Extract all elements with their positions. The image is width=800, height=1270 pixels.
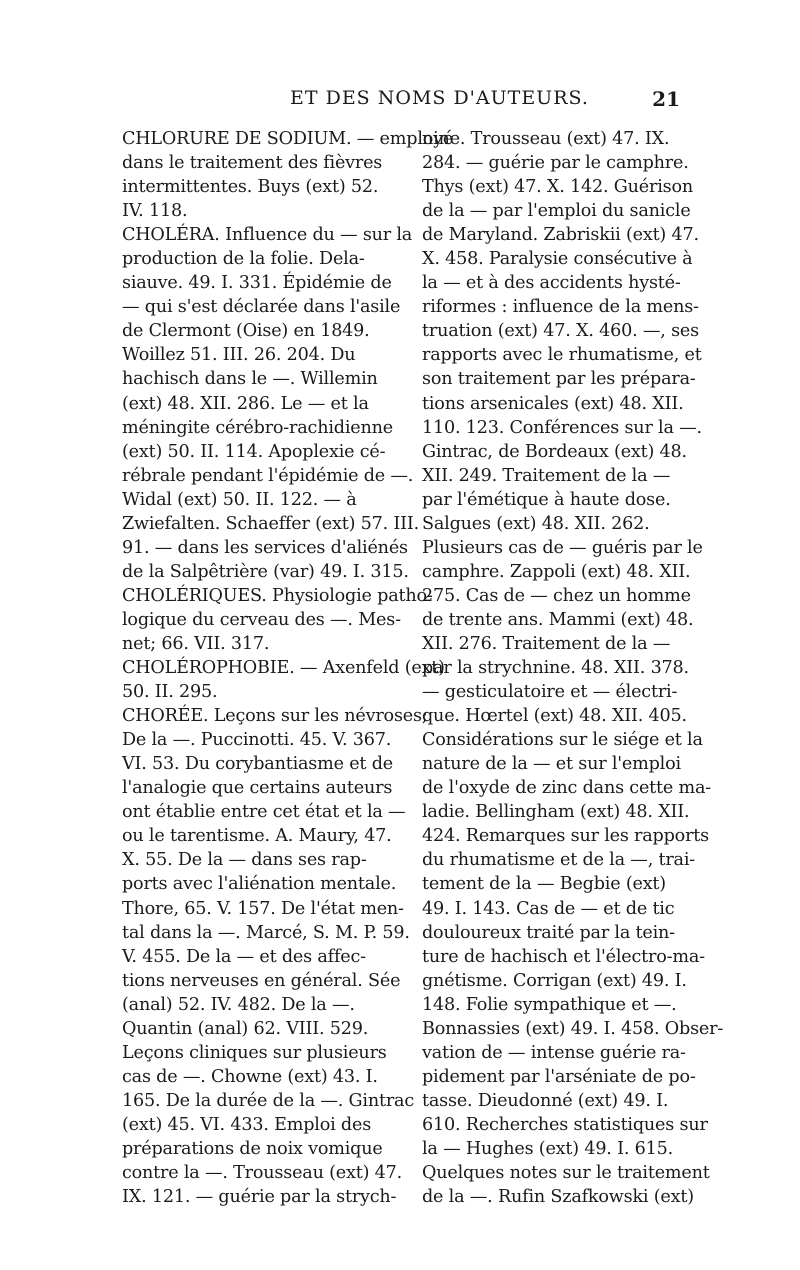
- text-line: CHOLÉRIQUES. Physiologie patho-: [122, 585, 433, 606]
- text-line: tement de la — Begbie (ext): [422, 874, 666, 895]
- text-line: 165. De la durée de la —. Gintrac: [122, 1090, 414, 1111]
- text-line: pidement par l'arséniate de po-: [422, 1066, 696, 1087]
- text-line: du rhumatisme et de la —, trai-: [422, 850, 696, 871]
- text-line: la — Hughes (ext) 49. I. 615.: [422, 1138, 674, 1159]
- text-line: de la — par l'emploi du sanicle: [422, 201, 691, 222]
- text-line: Quantin (anal) 62. VIII. 529.: [122, 1018, 369, 1039]
- text-line: que. Hœrtel (ext) 48. XII. 405.: [422, 706, 687, 727]
- text-line: par la strychnine. 48. XII. 378.: [422, 658, 689, 679]
- text-line: intermittentes. Buys (ext) 52.: [122, 177, 379, 198]
- text-line: IV. 118.: [122, 201, 188, 222]
- text-line: 110. 123. Conférences sur la —.: [422, 417, 702, 438]
- text-line: 49. I. 143. Cas de — et de tic: [422, 898, 675, 919]
- text-line: (ext) 50. II. 114. Apoplexie cé-: [122, 441, 386, 462]
- text-line: vation de — intense guérie ra-: [422, 1042, 686, 1063]
- text-line: X. 55. De la — dans ses rap-: [122, 850, 367, 871]
- text-line: IX. 121. — guérie par la strych-: [122, 1187, 397, 1208]
- text-line: 275. Cas de — chez un homme: [422, 585, 691, 606]
- text-line: de la Salpêtrière (var) 49. I. 315.: [122, 561, 409, 582]
- text-line: ladie. Bellingham (ext) 48. XII.: [422, 802, 690, 823]
- text-line: par l'émétique à haute dose.: [422, 489, 671, 510]
- text-line: riformes : influence de la mens-: [422, 297, 699, 318]
- text-line: logique du cerveau des —. Mes-: [122, 609, 401, 630]
- text-line: la — et à des accidents hysté-: [422, 273, 681, 294]
- text-line: Thys (ext) 47. X. 142. Guérison: [422, 177, 693, 198]
- text-line: 284. — guérie par le camphre.: [422, 153, 689, 174]
- text-line: tal dans la —. Marcé, S. M. P. 59.: [122, 922, 410, 943]
- text-line: Woillez 51. III. 26. 204. Du: [122, 345, 356, 366]
- text-line: truation (ext) 47. X. 460. —, ses: [422, 321, 699, 342]
- text-line: douloureux traité par la tein-: [422, 922, 675, 943]
- running-head: ET DES NOMS D'AUTEURS.: [290, 87, 589, 109]
- text-line: X. 458. Paralysie consécutive à: [422, 249, 693, 270]
- text-line: Zwiefalten. Schaeffer (ext) 57. III.: [122, 513, 420, 534]
- page-number: 21: [652, 87, 680, 111]
- text-line: tasse. Dieudonné (ext) 49. I.: [422, 1090, 669, 1111]
- text-line: préparations de noix vomique: [122, 1138, 383, 1159]
- text-line: (ext) 48. XII. 286. Le — et la: [122, 393, 369, 414]
- text-line: XII. 276. Traitement de la —: [422, 633, 671, 654]
- text-line: gnétisme. Corrigan (ext) 49. I.: [422, 970, 687, 991]
- text-line: De la —. Puccinotti. 45. V. 367.: [122, 730, 392, 751]
- text-line: ou le tarentisme. A. Maury, 47.: [122, 826, 392, 847]
- text-line: de la —. Rufin Szafkowski (ext): [422, 1187, 694, 1208]
- text-line: camphre. Zappoli (ext) 48. XII.: [422, 561, 691, 582]
- text-line: V. 455. De la — et des affec-: [122, 946, 366, 967]
- text-line: XII. 249. Traitement de la —: [422, 465, 671, 486]
- text-line: méningite cérébro-rachidienne: [122, 417, 393, 438]
- text-line: Bonnassies (ext) 49. I. 458. Obser-: [422, 1018, 724, 1039]
- text-line: Thore, 65. V. 157. De l'état men-: [122, 898, 404, 919]
- text-line: CHLORURE DE SODIUM. — employé: [122, 129, 454, 149]
- text-line: 148. Folie sympathique et —.: [422, 994, 677, 1015]
- text-line: ports avec l'aliénation mentale.: [122, 874, 397, 895]
- text-line: son traitement par les prépara-: [422, 369, 696, 390]
- text-line: 91. — dans les services d'aliénés: [122, 537, 408, 558]
- text-line: (ext) 45. VI. 433. Emploi des: [122, 1114, 372, 1135]
- text-line: nine. Trousseau (ext) 47. IX.: [422, 129, 670, 149]
- text-line: siauve. 49. I. 331. Épidémie de: [122, 273, 392, 294]
- text-line: Gintrac, de Bordeaux (ext) 48.: [422, 441, 687, 462]
- text-line: de Clermont (Oise) en 1849.: [122, 321, 370, 342]
- text-line: CHOLÉROPHOBIE. — Axenfeld (ext): [122, 658, 445, 679]
- text-line: (anal) 52. IV. 482. De la —.: [122, 994, 355, 1015]
- text-line: CHORÉE. Leçons sur les névroses;: [122, 706, 428, 727]
- text-line: rapports avec le rhumatisme, et: [422, 345, 702, 366]
- text-line: de l'oxyde de zinc dans cette ma-: [422, 778, 712, 799]
- text-line: ture de hachisch et l'électro-ma-: [422, 946, 705, 967]
- text-line: Leçons cliniques sur plusieurs: [122, 1042, 387, 1063]
- text-line: tions nerveuses en général. Sée: [122, 970, 401, 991]
- text-line: Widal (ext) 50. II. 122. — à: [122, 489, 357, 510]
- text-line: ont établie entre cet état et la —: [122, 802, 406, 823]
- text-line: Salgues (ext) 48. XII. 262.: [422, 513, 650, 534]
- text-line: Considérations sur le siége et la: [422, 730, 703, 751]
- text-line: — qui s'est déclarée dans l'asile: [122, 297, 401, 318]
- text-line: production de la folie. Dela-: [122, 249, 365, 270]
- text-line: cas de —. Chowne (ext) 43. I.: [122, 1066, 378, 1087]
- text-line: dans le traitement des fièvres: [122, 153, 383, 174]
- text-line: VI. 53. Du corybantiasme et de: [122, 754, 393, 775]
- text-line: 610. Recherches statistiques sur: [422, 1114, 708, 1135]
- text-line: Quelques notes sur le traitement: [422, 1163, 710, 1184]
- text-line: Plusieurs cas de — guéris par le: [422, 537, 703, 558]
- text-line: 424. Remarques sur les rapports: [422, 826, 709, 847]
- text-line: 50. II. 295.: [122, 682, 218, 703]
- text-line: net; 66. VII. 317.: [122, 633, 270, 654]
- text-line: rébrale pendant l'épidémie de —.: [122, 465, 414, 486]
- text-line: tions arsenicales (ext) 48. XII.: [422, 393, 684, 414]
- text-line: hachisch dans le —. Willemin: [122, 369, 378, 390]
- text-line: nature de la — et sur l'emploi: [422, 754, 681, 775]
- text-line: CHOLÉRA. Influence du — sur la: [122, 225, 413, 246]
- text-line: — gesticulatoire et — électri-: [422, 682, 678, 703]
- left-column: [122, 127, 454, 1209]
- text-line: de Maryland. Zabriskii (ext) 47.: [422, 225, 699, 246]
- right-column: [422, 127, 724, 1209]
- text-line: de trente ans. Mammi (ext) 48.: [422, 609, 694, 630]
- text-line: l'analogie que certains auteurs: [122, 778, 393, 799]
- text-line: contre la —. Trousseau (ext) 47.: [122, 1163, 403, 1184]
- page-header: [120, 87, 680, 117]
